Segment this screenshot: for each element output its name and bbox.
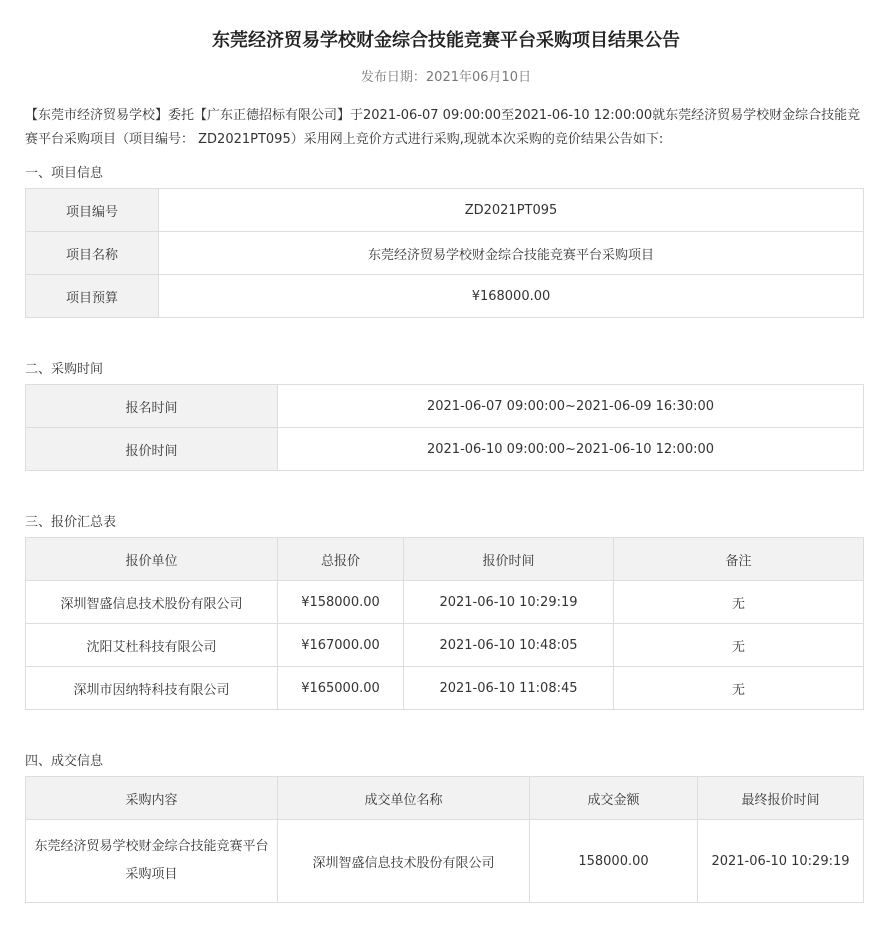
table-cell: 无 — [614, 667, 864, 710]
section-heading-purchase-time: 二、采购时间 — [25, 362, 104, 377]
column-header: 成交单位名称 — [278, 777, 530, 820]
quote-summary-table — [25, 537, 864, 710]
table-row — [26, 232, 864, 275]
column-header: 采购内容 — [26, 777, 278, 820]
table-row — [26, 624, 864, 667]
section-heading-quote-summary: 三、报价汇总表 — [25, 515, 117, 530]
table-cell: 东莞经济贸易学校财金综合技能竞赛平台采购项目 — [159, 232, 864, 275]
table-cell: 2021-06-10 11:08:45 — [404, 667, 614, 710]
column-header: 报价单位 — [26, 538, 278, 581]
table-cell: 2021-06-10 10:29:19 — [404, 581, 614, 624]
table-cell: 东莞经济贸易学校财金综合技能竞赛平台采购项目 — [26, 820, 278, 903]
section-heading-deal-info: 四、成交信息 — [25, 754, 104, 769]
table-row — [26, 820, 864, 903]
table-cell: ¥167000.00 — [278, 624, 404, 667]
table-header-row — [26, 538, 864, 581]
deal-info-table — [25, 776, 864, 903]
table-row — [26, 275, 864, 318]
column-header: 最终报价时间 — [698, 777, 864, 820]
table-cell: ¥165000.00 — [278, 667, 404, 710]
table-label: 项目预算 — [26, 275, 159, 318]
page-title: 东莞经济贸易学校财金综合技能竞赛平台采购项目结果公告 — [212, 30, 680, 51]
column-header: 报价时间 — [404, 538, 614, 581]
table-label: 项目编号 — [26, 189, 159, 232]
publish-date: 发布日期：2021年06月10日 — [360, 70, 532, 85]
section-heading-project-info: 一、项目信息 — [25, 166, 104, 181]
table-cell: ZD2021PT095 — [159, 189, 864, 232]
column-header: 备注 — [614, 538, 864, 581]
table-cell: ¥158000.00 — [278, 581, 404, 624]
table-cell: 2021-06-07 09:00:00~2021-06-09 16:30:00 — [278, 385, 864, 428]
table-cell: 2021-06-10 10:29:19 — [698, 820, 864, 903]
table-row — [26, 385, 864, 428]
table-cell: 2021-06-10 09:00:00~2021-06-10 12:00:00 — [278, 428, 864, 471]
table-cell: 无 — [614, 581, 864, 624]
table-cell: 无 — [614, 624, 864, 667]
table-row — [26, 428, 864, 471]
table-cell: 2021-06-10 10:48:05 — [404, 624, 614, 667]
table-row — [26, 189, 864, 232]
table-cell: 深圳市因纳特科技有限公司 — [26, 667, 278, 710]
table-row — [26, 667, 864, 710]
table-cell: 深圳智盛信息技术股份有限公司 — [278, 820, 530, 903]
table-cell: 沈阳艾杜科技有限公司 — [26, 624, 278, 667]
intro-paragraph: 【东莞市经济贸易学校】委托【广东正德招标有限公司】于2021-06-07 09:00:00至2021-06-10 12:00:00就东莞经济贸易学校财金综合技能竞赛平台采购项目（项目编号： ZD2021PT095）采用网上竞价方式进行采购,现就本次采购的竞价结果公告如下: — [25, 108, 861, 147]
purchase-time-table — [25, 384, 864, 471]
project-info-table — [25, 188, 864, 318]
table-cell: ¥168000.00 — [159, 275, 864, 318]
column-header: 总报价 — [278, 538, 404, 581]
table-cell: 深圳智盛信息技术股份有限公司 — [26, 581, 278, 624]
table-row — [26, 581, 864, 624]
table-label: 项目名称 — [26, 232, 159, 275]
table-header-row — [26, 777, 864, 820]
table-label: 报名时间 — [26, 385, 278, 428]
column-header: 成交金额 — [530, 777, 698, 820]
table-cell: 158000.00 — [530, 820, 698, 903]
table-label: 报价时间 — [26, 428, 278, 471]
